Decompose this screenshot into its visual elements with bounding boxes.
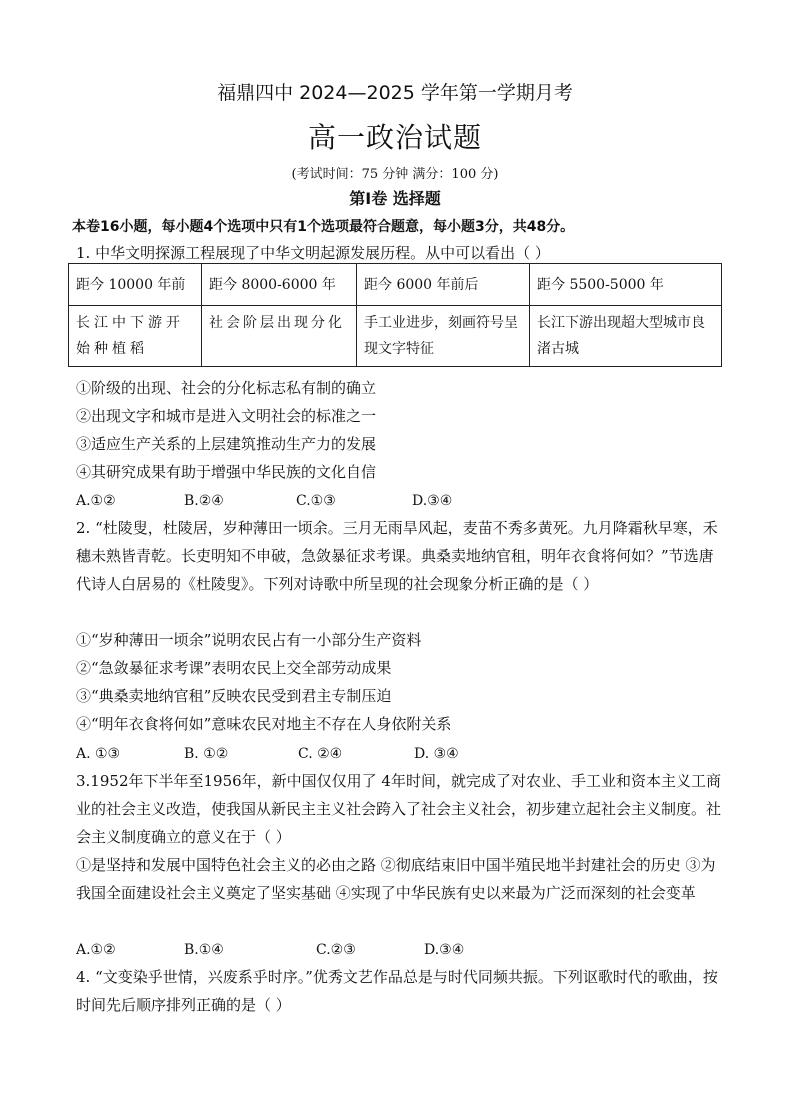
- section-title: 第Ⅰ卷 选择题: [349, 189, 441, 208]
- school-exam-title: 福鼎四中 2024—2025 学年第一学期月考: [217, 82, 573, 104]
- q3-option-d: D.③④: [424, 942, 465, 958]
- q1-table-cell: 长江中下游开始种植稻: [69, 306, 202, 367]
- q1-option-b: B.②④: [184, 493, 224, 509]
- q1-item: ④其研究成果有助于增强中华民族的文化自信: [76, 463, 377, 481]
- q1-item: ②出现文字和城市是进入文明社会的标准之一: [76, 407, 377, 425]
- q2-item: ①“岁种薄田一顷余”说明农民占有一小部分生产资料: [76, 631, 422, 649]
- q2-option-b: B. ①②: [184, 746, 229, 762]
- q2-option-d: D. ③④: [414, 746, 459, 762]
- q1-table-cell: 手工业进步，刻画符号呈现文字特征: [357, 306, 530, 367]
- q1-table: [68, 263, 722, 367]
- q1-option-d: D.③④: [412, 493, 453, 509]
- q1-option-a: A.①②: [76, 493, 116, 509]
- q1-table-header: 距今 5500-5000 年: [530, 264, 722, 306]
- q1-table-cell: 社会阶层出现分化: [202, 306, 357, 367]
- q1-item: ③适应生产关系的上层建筑推动生产力的发展: [76, 435, 377, 453]
- q1-options: [76, 487, 726, 515]
- q1-table-header: 距今 10000 年前: [69, 264, 202, 306]
- q3-option-c: C.②③: [316, 942, 356, 958]
- q1-table-header: 距今 6000 年前后: [357, 264, 530, 306]
- q2-stem: 2. “杜陵叟，杜陵居，岁种薄田一顷余。三月无雨旱风起，麦苗不秀多黄死。九月降霜秋早寒，禾穗未熟皆青乾。长吏明知不申破，急敛暴征求考课。典桑卖地纳官租，明年衣食将何如？”节选唐代诗人白居易的《杜陵叟》。下列对诗歌中所呈现的社会现象分析正确的是（ ）: [76, 519, 718, 593]
- q2-item: ②“急敛暴征求考课”表明农民上交全部劳动成果: [76, 659, 392, 677]
- q3-options: [76, 936, 726, 964]
- q1-table-cell: 长江下游出现超大型城市良渚古城: [530, 306, 722, 367]
- q3-option-a: A.①②: [76, 942, 116, 958]
- exam-title: 高一政治试题: [307, 121, 482, 154]
- q1-table-header: 距今 8000-6000 年: [202, 264, 357, 306]
- exam-meta: (考试时间：75 分钟 满分：100 分): [291, 167, 499, 182]
- q3-stem: 3.1952年下半年至1956年，新中国仅仅用了 4年时间，就完成了对农业、手工业和资本主义工商业的社会主义改造，使我国从新民主主义社会跨入了社会主义社会，初步建立起社会主义制度。社会主义制度确立的意义在于（ ）: [76, 772, 722, 846]
- q1-item: ①阶级的出现、社会的分化标志私有制的确立: [76, 379, 377, 397]
- q2-item: ④“明年衣食将何如”意味农民对地主不存在人身依附关系: [76, 715, 452, 733]
- q2-option-a: A. ①③: [76, 746, 121, 762]
- section-instructions: 本卷16小题，每小题4个选项中只有1个选项最符合题意，每小题3分，共48分。: [72, 219, 575, 235]
- q1-stem: 1. 中华文明探源工程展现了中华文明起源发展历程。从中可以看出（ ）: [76, 244, 550, 262]
- q2-item: ③“典桑卖地纳官租”反映农民受到君主专制压迫: [76, 687, 392, 705]
- q2-option-c: C. ②④: [298, 746, 343, 762]
- q3-option-b: B.①④: [184, 942, 224, 958]
- q2-options: [76, 740, 726, 768]
- q1-option-c: C.①③: [296, 493, 336, 509]
- q4-stem: 4. “文变染乎世情，兴废系乎时序。”优秀文艺作品总是与时代同频共振。下列讴歌时代的歌曲，按时间先后顺序排列正确的是（ ）: [76, 968, 718, 1014]
- q3-items: ①是坚持和发展中国特色社会主义的必由之路 ②彻底结束旧中国半殖民地半封建社会的历史 ③为我国全面建设社会主义奠定了坚实基础 ④实现了中华民族有史以来最为广泛而深刻的社会变革: [76, 856, 716, 902]
